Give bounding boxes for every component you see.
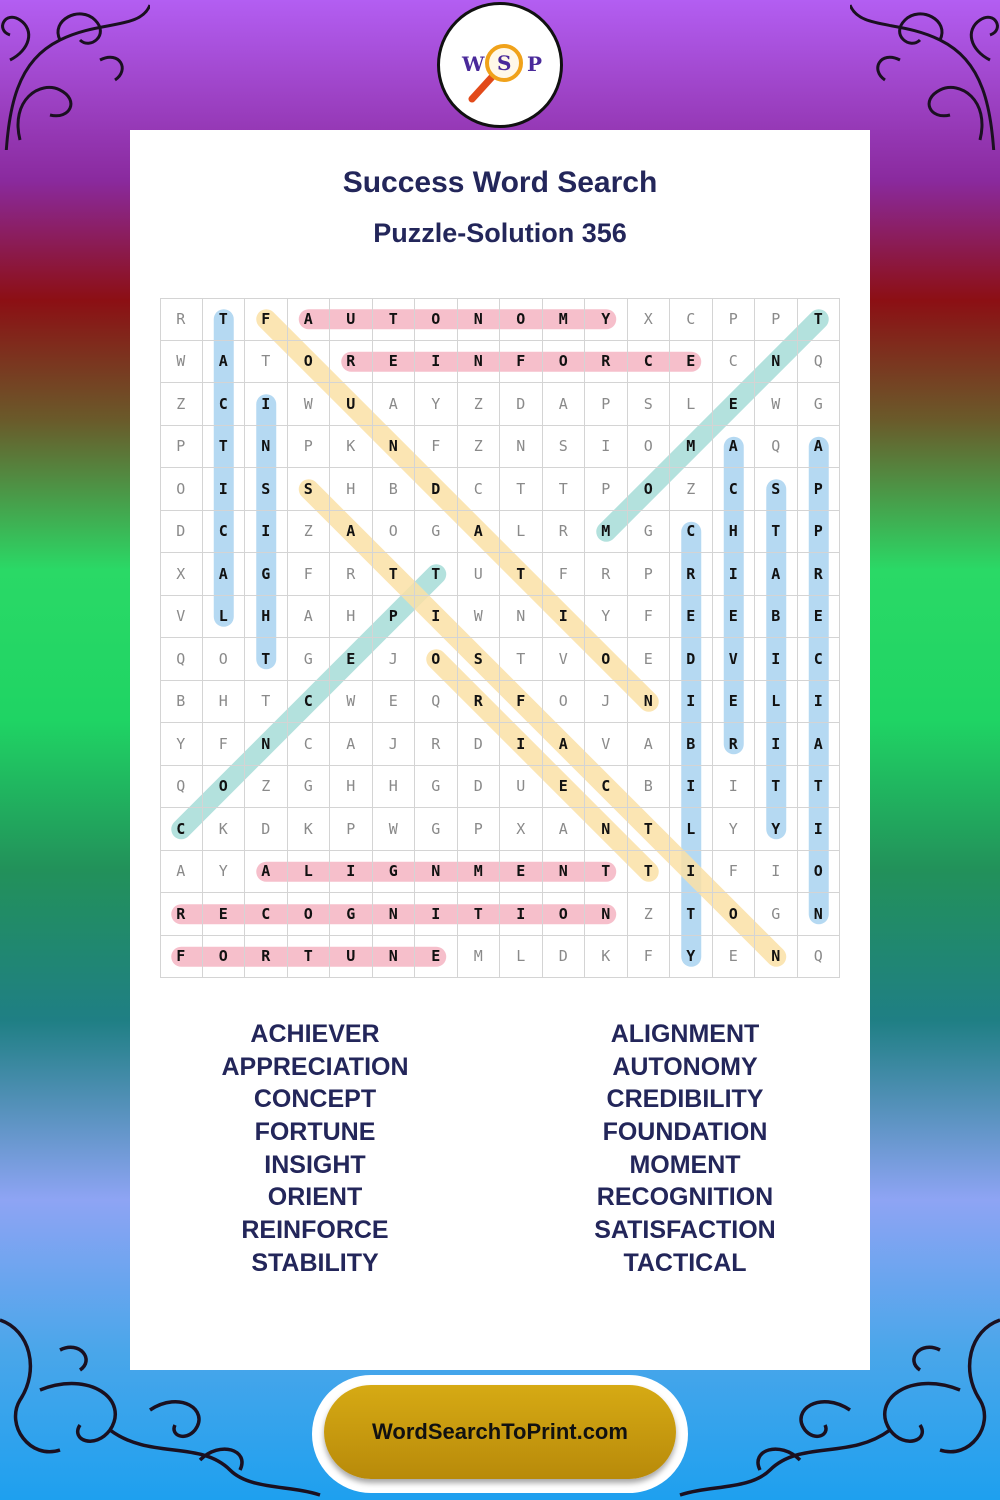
grid-cell: F [543, 553, 586, 596]
grid-cell: E [713, 383, 756, 426]
word-list-item: TACTICAL [623, 1248, 747, 1277]
grid-cell: H [713, 511, 756, 554]
grid-cell: P [585, 468, 628, 511]
grid-cell: L [203, 596, 246, 639]
grid-cell: C [160, 808, 203, 851]
grid-cell: E [628, 638, 671, 681]
grid-cell: N [458, 341, 501, 384]
grid-cell: O [713, 893, 756, 936]
grid-cell: S [245, 468, 288, 511]
grid-cell: G [798, 383, 841, 426]
word-list-item: INSIGHT [264, 1150, 366, 1179]
grid-cell: A [458, 511, 501, 554]
logo-letter-p: P [527, 52, 543, 76]
grid-cell: Q [415, 681, 458, 724]
grid-cell: I [670, 766, 713, 809]
grid-cell: K [203, 808, 246, 851]
word-list-item: REINFORCE [241, 1216, 389, 1245]
grid-cell: W [755, 383, 798, 426]
grid-cell: N [628, 681, 671, 724]
word-list-item: CONCEPT [253, 1085, 377, 1114]
grid-cell: C [288, 723, 331, 766]
grid-cell: Y [755, 808, 798, 851]
grid-cell: P [373, 596, 416, 639]
grid-cell: I [798, 808, 841, 851]
grid-cell: R [543, 511, 586, 554]
grid-cell: W [330, 681, 373, 724]
grid-cell: B [160, 681, 203, 724]
grid-cell: N [415, 851, 458, 894]
grid-cell: P [458, 808, 501, 851]
grid-cell: A [543, 723, 586, 766]
grid-cell: C [458, 468, 501, 511]
word-list-item: AUTONOMY [612, 1052, 758, 1081]
grid-cell: C [203, 383, 246, 426]
grid-cell: N [798, 893, 841, 936]
grid-cell: T [500, 468, 543, 511]
grid-cell: C [203, 511, 246, 554]
grid-cell: Y [415, 383, 458, 426]
grid-cell: I [670, 681, 713, 724]
grid-cell: T [245, 638, 288, 681]
grid-cell: Q [160, 766, 203, 809]
grid-cell: G [288, 638, 331, 681]
grid-cell: V [160, 596, 203, 639]
footer-badge [312, 1375, 688, 1493]
grid-cell: Y [160, 723, 203, 766]
grid-cell: D [458, 723, 501, 766]
grid-cell: V [543, 638, 586, 681]
grid-cell: F [713, 851, 756, 894]
grid-cell: Z [458, 426, 501, 469]
grid-cell: M [585, 511, 628, 554]
grid-cell: Q [798, 936, 841, 979]
grid-cell: T [755, 511, 798, 554]
grid-cell: M [458, 851, 501, 894]
grid-cell: S [543, 426, 586, 469]
grid-cell: A [160, 851, 203, 894]
grid-cell: J [373, 638, 416, 681]
grid-cell: X [500, 808, 543, 851]
grid-cell: I [415, 596, 458, 639]
grid-cell: O [203, 638, 246, 681]
grid-cell: Y [670, 936, 713, 979]
grid-cell: Z [670, 468, 713, 511]
grid-cell: I [415, 341, 458, 384]
grid-cell: T [458, 893, 501, 936]
grid-cell: O [288, 341, 331, 384]
grid-cell: E [330, 638, 373, 681]
grid-cell: P [713, 298, 756, 341]
grid-cell: A [203, 341, 246, 384]
grid-cell: I [713, 553, 756, 596]
grid-cell: R [415, 723, 458, 766]
grid-cell: R [160, 893, 203, 936]
grid-cell: H [330, 596, 373, 639]
grid-cell: Q [798, 341, 841, 384]
grid-cell: K [288, 808, 331, 851]
grid-cell: C [245, 893, 288, 936]
grid-cell: D [458, 766, 501, 809]
grid-cell: C [288, 681, 331, 724]
word-list-left [130, 1018, 500, 1280]
grid-cell: D [415, 468, 458, 511]
word-list-item: APPRECIATION [221, 1052, 409, 1081]
grid-cell: B [670, 723, 713, 766]
grid-cell: B [628, 766, 671, 809]
word-list-item: CREDIBILITY [606, 1085, 764, 1114]
grid-cell: I [755, 723, 798, 766]
grid-cell: W [160, 341, 203, 384]
grid-cell: O [543, 893, 586, 936]
grid-cell: I [713, 766, 756, 809]
grid-cell: G [415, 808, 458, 851]
grid-cell: F [245, 298, 288, 341]
grid-cell: O [543, 341, 586, 384]
grid-cell: Z [628, 893, 671, 936]
grid-cell: F [500, 681, 543, 724]
grid-cell: C [670, 298, 713, 341]
word-list-right [500, 1018, 870, 1280]
grid-cell: H [203, 681, 246, 724]
grid-cell: A [543, 383, 586, 426]
word-list-item: FOUNDATION [602, 1118, 768, 1147]
grid-cell: I [330, 851, 373, 894]
grid-cell: G [373, 851, 416, 894]
grid-cell: F [288, 553, 331, 596]
word-search-grid [160, 298, 840, 978]
grid-cell: Y [585, 596, 628, 639]
grid-cell: A [543, 808, 586, 851]
grid-cell: P [160, 426, 203, 469]
grid-cell: E [798, 596, 841, 639]
grid-cell: G [288, 766, 331, 809]
grid-cell: B [755, 596, 798, 639]
grid-cell: C [798, 638, 841, 681]
grid-cell: O [500, 298, 543, 341]
grid-cell: N [373, 893, 416, 936]
grid-cell: V [585, 723, 628, 766]
grid-cell: T [203, 298, 246, 341]
grid-cell: N [245, 723, 288, 766]
grid-cell: T [628, 851, 671, 894]
grid-cell: D [245, 808, 288, 851]
grid-cell: I [500, 723, 543, 766]
grid-cell: P [288, 426, 331, 469]
grid-cell: H [330, 766, 373, 809]
grid-cell: T [203, 426, 246, 469]
ornament-corner-top-left [0, 0, 150, 150]
grid-cell: O [373, 511, 416, 554]
grid-cell: R [585, 341, 628, 384]
grid-cell: T [798, 766, 841, 809]
grid-cell: E [373, 681, 416, 724]
grid-cell: L [670, 383, 713, 426]
grid-cell: I [670, 851, 713, 894]
grid-cell: X [160, 553, 203, 596]
grid-cell: H [245, 596, 288, 639]
grid-cell: J [585, 681, 628, 724]
logo-letter-s: S [497, 51, 512, 75]
grid-cell: P [798, 468, 841, 511]
grid-cell: G [755, 893, 798, 936]
puzzle-panel [130, 130, 870, 1370]
grid-cell: C [670, 511, 713, 554]
grid-cell: N [500, 596, 543, 639]
grid-cell: U [330, 936, 373, 979]
grid-cell: N [458, 298, 501, 341]
grid-cell: Z [288, 511, 331, 554]
word-list-item: SATISFACTION [594, 1216, 776, 1245]
grid-cell: A [288, 298, 331, 341]
grid-cell: A [330, 511, 373, 554]
grid-cell: L [500, 936, 543, 979]
grid-cell: O [203, 936, 246, 979]
grid-cell: O [415, 638, 458, 681]
grid-cell: E [543, 766, 586, 809]
grid-cell: P [798, 511, 841, 554]
grid-cell: U [500, 766, 543, 809]
grid-cell: F [203, 723, 246, 766]
page-title: Success Word Search [342, 166, 658, 199]
grid-cell: N [373, 936, 416, 979]
grid-cell: N [500, 426, 543, 469]
grid-cell: C [628, 341, 671, 384]
grid-cell: Q [755, 426, 798, 469]
grid-cell: W [373, 808, 416, 851]
grid-cell: N [755, 341, 798, 384]
grid-cell: U [458, 553, 501, 596]
grid-cell: I [245, 383, 288, 426]
logo-letter-w: W [462, 52, 485, 76]
grid-cell: Z [458, 383, 501, 426]
grid-cell: S [458, 638, 501, 681]
grid-cell: T [543, 468, 586, 511]
grid-cell: T [670, 893, 713, 936]
grid-cell: G [245, 553, 288, 596]
grid-cell: R [330, 341, 373, 384]
grid-cell: O [543, 681, 586, 724]
grid-cell: J [373, 723, 416, 766]
grid-cell: A [628, 723, 671, 766]
grid-cell: L [500, 511, 543, 554]
grid-cell: B [373, 468, 416, 511]
grid-cell: G [330, 893, 373, 936]
grid-cell: T [245, 681, 288, 724]
grid-cell: R [330, 553, 373, 596]
grid-cell: T [500, 638, 543, 681]
site-link[interactable]: WordSearchToPrint.com [324, 1385, 676, 1479]
grid-cell: F [628, 936, 671, 979]
word-list-item: STABILITY [251, 1248, 379, 1277]
grid-cell: T [373, 553, 416, 596]
grid-cell: T [585, 851, 628, 894]
grid-cell: A [245, 851, 288, 894]
word-list-item: ACHIEVER [250, 1020, 380, 1048]
grid-cell: A [798, 426, 841, 469]
ornament-corner-top-right [850, 0, 1000, 150]
grid-cell: D [160, 511, 203, 554]
grid-cell: I [203, 468, 246, 511]
grid-cell: A [755, 553, 798, 596]
grid-cell: G [415, 766, 458, 809]
grid-cell: I [500, 893, 543, 936]
grid-cell: N [585, 893, 628, 936]
grid-cell: X [628, 298, 671, 341]
grid-cell: T [500, 553, 543, 596]
grid-cell: G [628, 511, 671, 554]
grid-cell: K [330, 426, 373, 469]
grid-cell: E [500, 851, 543, 894]
grid-cell: T [373, 298, 416, 341]
grid-cell: H [373, 766, 416, 809]
grid-cell: Q [160, 638, 203, 681]
grid-cell: I [755, 851, 798, 894]
word-list-item: ALIGNMENT [610, 1020, 760, 1048]
grid-cell: L [755, 681, 798, 724]
grid-cell: F [628, 596, 671, 639]
grid-cell: Z [245, 766, 288, 809]
grid-cell: O [160, 468, 203, 511]
grid-cell: A [373, 383, 416, 426]
grid-cell: A [713, 426, 756, 469]
grid-cell: R [798, 553, 841, 596]
grid-cell: M [458, 936, 501, 979]
grid-cell: R [245, 936, 288, 979]
grid-cell: M [543, 298, 586, 341]
word-list-item: FORTUNE [254, 1118, 376, 1147]
grid-cell: T [288, 936, 331, 979]
grid-cell: P [628, 553, 671, 596]
grid-cell: O [798, 851, 841, 894]
grid-cell: P [585, 383, 628, 426]
grid-cell: O [415, 298, 458, 341]
grid-cell: F [500, 341, 543, 384]
grid-cell: E [713, 596, 756, 639]
grid-cell: R [160, 298, 203, 341]
grid-cell: E [713, 681, 756, 724]
grid-cell: I [543, 596, 586, 639]
grid-cell: N [373, 426, 416, 469]
grid-cell: Y [585, 298, 628, 341]
word-list-item: MOMENT [629, 1150, 741, 1179]
grid-cell: P [755, 298, 798, 341]
wsp-logo [437, 2, 563, 128]
grid-cell: R [458, 681, 501, 724]
grid-cell: Z [160, 383, 203, 426]
grid-cell: M [670, 426, 713, 469]
grid-cell: A [798, 723, 841, 766]
grid-cell: S [628, 383, 671, 426]
grid-cell: S [288, 468, 331, 511]
grid-cell: N [585, 808, 628, 851]
word-list-item: ORIENT [267, 1183, 363, 1212]
grid-cell: R [585, 553, 628, 596]
grid-cell: U [330, 383, 373, 426]
grid-cell: O [288, 893, 331, 936]
grid-cell: U [330, 298, 373, 341]
grid-cell: W [288, 383, 331, 426]
grid-cell: I [415, 893, 458, 936]
grid-cell: A [330, 723, 373, 766]
grid-cell: D [500, 383, 543, 426]
grid-cell: L [670, 808, 713, 851]
grid-cell: N [543, 851, 586, 894]
grid-cell: E [203, 893, 246, 936]
grid-cell: F [415, 426, 458, 469]
grid-cell: P [330, 808, 373, 851]
grid-cell: G [415, 511, 458, 554]
grid-cell: K [585, 936, 628, 979]
grid-cell: E [670, 341, 713, 384]
grid-cell: T [628, 808, 671, 851]
grid-cell: E [373, 341, 416, 384]
word-list-item: RECOGNITION [596, 1183, 774, 1212]
grid-cell: E [713, 936, 756, 979]
grid-cell: T [755, 766, 798, 809]
grid-cell: N [245, 426, 288, 469]
grid-cell: T [415, 553, 458, 596]
grid-cell: D [670, 638, 713, 681]
grid-cell: N [755, 936, 798, 979]
grid-cell: D [543, 936, 586, 979]
grid-cell: A [203, 553, 246, 596]
grid-cell: O [628, 426, 671, 469]
grid-cell: F [160, 936, 203, 979]
grid-cell: I [585, 426, 628, 469]
grid-cell: A [288, 596, 331, 639]
grid-cell: I [755, 638, 798, 681]
grid-cell: C [585, 766, 628, 809]
grid-cell: S [755, 468, 798, 511]
grid-cell: H [330, 468, 373, 511]
grid-cell: V [713, 638, 756, 681]
grid-cell: I [245, 511, 288, 554]
grid-cell: I [798, 681, 841, 724]
grid-cell: R [713, 723, 756, 766]
grid-cell: L [288, 851, 331, 894]
grid-cell: C [713, 341, 756, 384]
grid-cell: E [415, 936, 458, 979]
grid-cell: T [245, 341, 288, 384]
grid-cell: T [798, 298, 841, 341]
grid-cell: R [670, 553, 713, 596]
puzzle-subtitle: Puzzle-Solution 356 [373, 218, 627, 248]
grid-cell: Y [203, 851, 246, 894]
grid-cell: O [628, 468, 671, 511]
grid-cell: O [203, 766, 246, 809]
grid-cell: O [585, 638, 628, 681]
grid-cell: C [713, 468, 756, 511]
magnifier-logo-icon [440, 5, 560, 125]
grid-cell: E [670, 596, 713, 639]
grid-cell: W [458, 596, 501, 639]
letter-grid [160, 298, 840, 978]
grid-cell: Y [713, 808, 756, 851]
